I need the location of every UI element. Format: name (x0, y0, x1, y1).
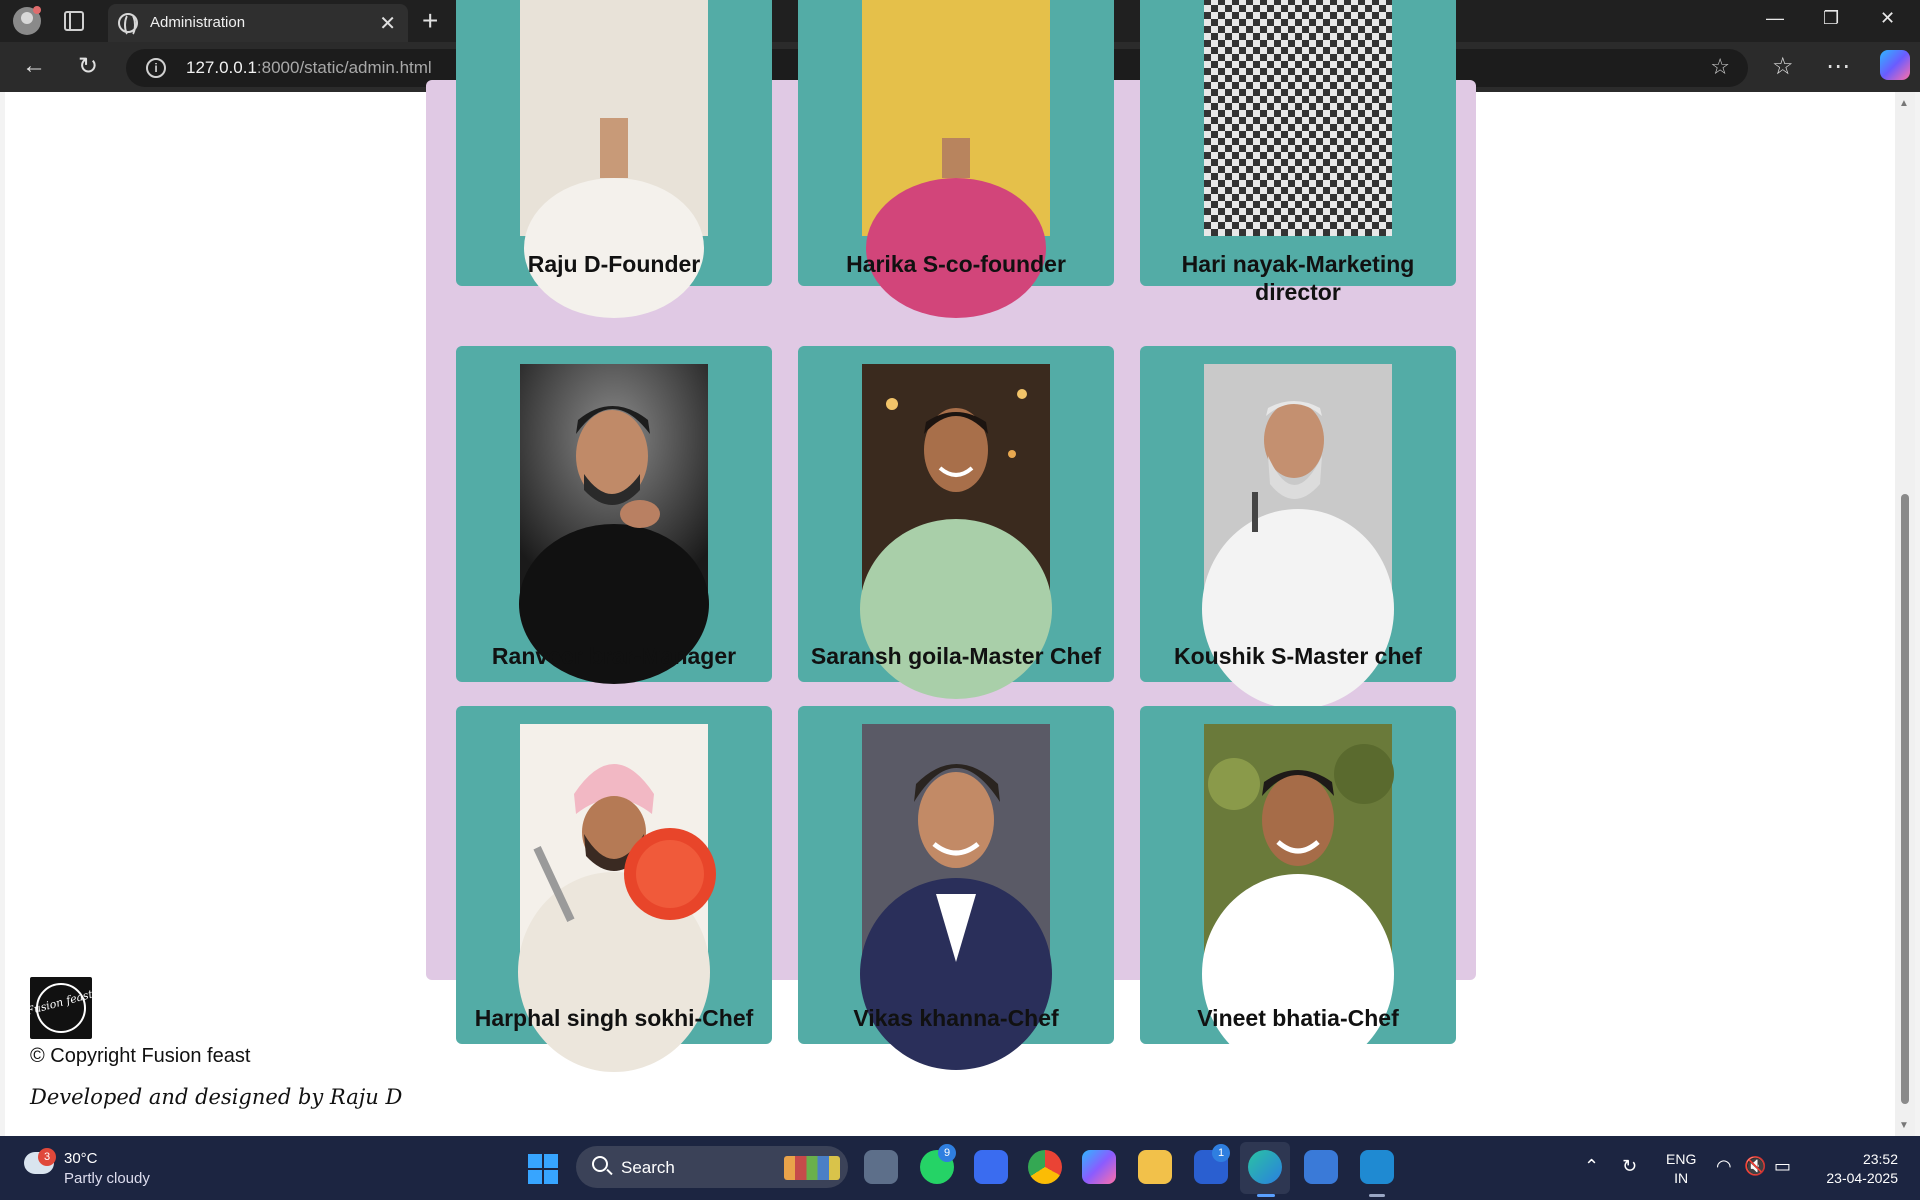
taskbar-search[interactable] (576, 1146, 848, 1188)
lens-app-badge: 1 (1212, 1144, 1230, 1162)
file-explorer-icon[interactable] (1138, 1150, 1172, 1184)
window-close-icon[interactable]: ✕ (1880, 8, 1896, 28)
team-card (1140, 706, 1456, 1044)
plus-icon[interactable]: + (422, 5, 439, 36)
tab-title: Administration (150, 14, 246, 31)
weather-description: Partly cloudy (64, 1170, 150, 1187)
team-card (456, 706, 772, 1044)
wifi-icon[interactable]: ◠ (1716, 1156, 1732, 1176)
team-member-name: Harika S-co-founder (846, 251, 1066, 277)
scrollbar-thumb[interactable] (1901, 494, 1909, 1104)
search-icon (592, 1156, 608, 1172)
edge-icon[interactable] (1248, 1150, 1282, 1184)
page-scrollbar[interactable] (1895, 92, 1915, 1136)
team-card (1140, 0, 1456, 305)
back-icon[interactable]: ← (22, 52, 46, 79)
team-card (798, 346, 1114, 682)
battery-icon[interactable]: ▭ (1774, 1156, 1792, 1176)
fusion-feast-logo (24, 977, 95, 1039)
chevron-up-icon[interactable]: ⌃ (1584, 1156, 1600, 1176)
copilot-app-icon[interactable] (1082, 1150, 1116, 1184)
team-member-name: Koushik S-Master chef (1174, 643, 1422, 669)
team-member-name: Vikas khanna-Chef (853, 1005, 1059, 1031)
team-photo-harphal (520, 724, 708, 962)
team-card (1140, 346, 1456, 682)
globe-icon (118, 13, 138, 33)
weather-badge: 3 (38, 1148, 56, 1166)
windows-taskbar (0, 1136, 1920, 1200)
team-photo-harika (862, 0, 1050, 236)
favorite-star-icon[interactable]: ☆ (1710, 54, 1730, 79)
team-photo-raju (520, 0, 708, 236)
team-photo-saransh (862, 364, 1050, 602)
page-viewport (5, 92, 1895, 1136)
team-card (798, 0, 1114, 286)
clock[interactable] (1818, 1150, 1898, 1188)
team-card (798, 706, 1114, 1044)
profile-notification-dot (33, 6, 41, 14)
browser-tab-active[interactable] (108, 4, 408, 42)
team-member-name: Harphal singh sokhi-Chef (474, 1005, 754, 1031)
ai-assistant-icon[interactable] (974, 1150, 1008, 1184)
team-photo-hari (1204, 0, 1392, 236)
team-member-name: Raju D-Founder (527, 251, 701, 277)
team-member-name: Hari nayak-Marketing director (1181, 251, 1415, 305)
url-text[interactable]: 127.0.0.1:8000/static/admin.html (186, 58, 432, 77)
team-panel (426, 80, 1476, 1031)
clock-date: 23-04-2025 (1826, 1170, 1898, 1186)
team-photo-ranveer (520, 364, 708, 602)
sync-icon[interactable]: ↻ (1622, 1156, 1638, 1176)
footer-credit: Developed and designed by Raju D (30, 1085, 403, 1109)
scroll-up-icon[interactable]: ▲ (1899, 98, 1909, 109)
vscode-icon[interactable] (1360, 1150, 1394, 1184)
team-member-name: Ranveer brar-Manager (491, 643, 737, 669)
chrome-icon[interactable] (1028, 1150, 1062, 1184)
close-icon[interactable]: ✕ (379, 13, 396, 35)
team-card (456, 346, 772, 682)
search-highlight-icon (784, 1156, 840, 1180)
language-indicator[interactable]: ENG IN (1666, 1151, 1697, 1186)
team-member-name: Vineet bhatia-Chef (1197, 1005, 1399, 1031)
store-icon[interactable] (1304, 1150, 1338, 1184)
search-label: Search (621, 1158, 675, 1177)
windows-start-icon[interactable] (528, 1154, 558, 1184)
team-photo-koushik (1204, 364, 1392, 602)
task-view-icon[interactable] (864, 1150, 898, 1184)
favorites-icon[interactable]: ☆ (1772, 53, 1794, 80)
speaker-muted-icon[interactable]: 🔇 (1744, 1156, 1767, 1176)
team-card (456, 0, 772, 286)
more-icon[interactable]: ⋯ (1826, 53, 1850, 80)
weather-temperature: 30°C (64, 1150, 98, 1167)
clock-time: 23:52 (1862, 1151, 1898, 1167)
footer-copyright: © Copyright Fusion feast (30, 1045, 251, 1067)
vscode-running-indicator (1369, 1194, 1385, 1197)
whatsapp-badge: 9 (938, 1144, 956, 1162)
copilot-icon[interactable] (1880, 50, 1910, 80)
edge-active-indicator (1257, 1194, 1275, 1197)
restore-icon[interactable]: ❐ (1823, 8, 1840, 28)
team-photo-vikas (862, 724, 1050, 962)
refresh-icon[interactable]: ↻ (78, 53, 99, 80)
svg-text:Fusion feast: Fusion feast (24, 987, 95, 1018)
info-icon[interactable]: i (146, 58, 166, 78)
scroll-down-icon[interactable]: ▼ (1899, 1120, 1909, 1131)
tab-actions-icon[interactable] (64, 11, 84, 31)
minimize-icon[interactable]: — (1766, 8, 1784, 28)
team-member-name: Saransh goila-Master Chef (810, 643, 1102, 669)
team-photo-vineet (1204, 724, 1392, 962)
